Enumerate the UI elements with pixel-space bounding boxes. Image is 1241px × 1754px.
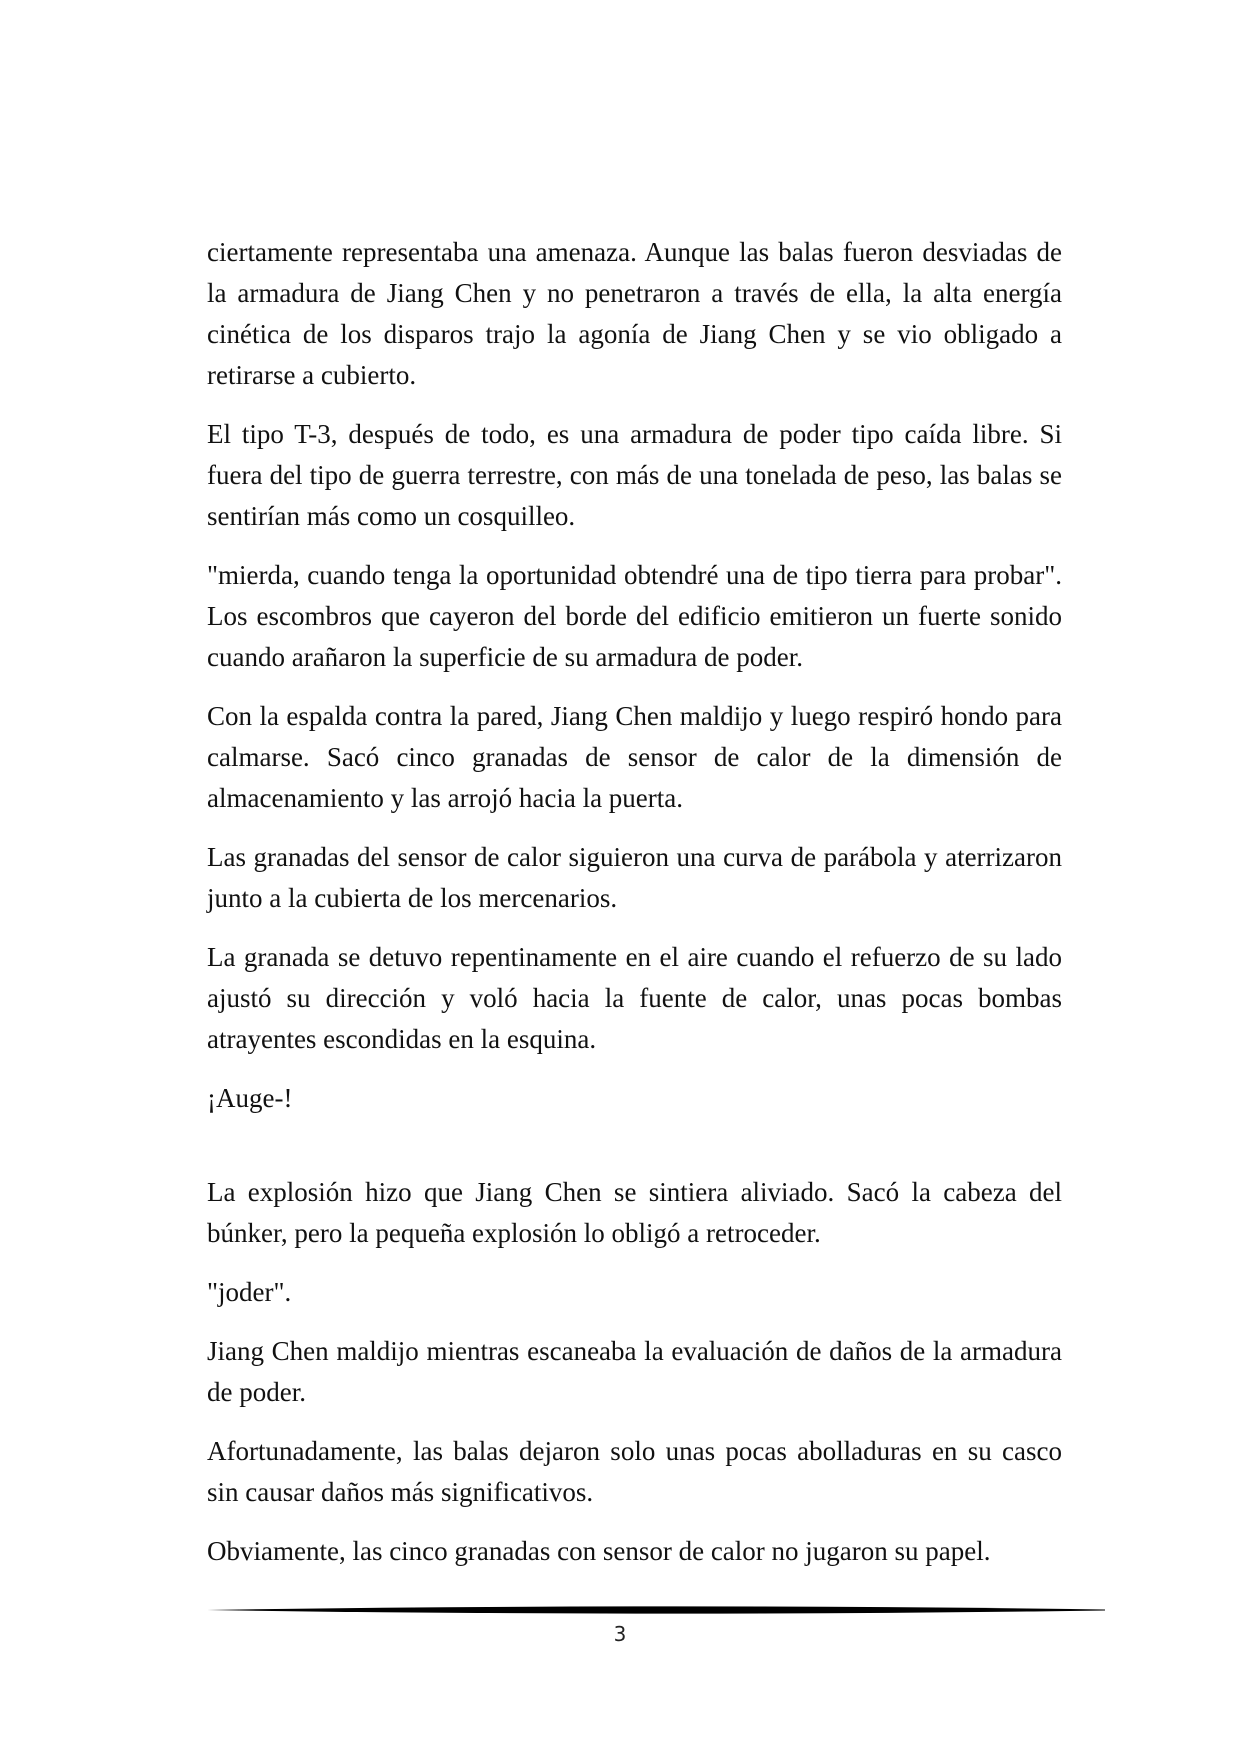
paragraph-6: La granada se detuvo repentinamente en el aire cuando el refuerzo de su lado ajustó su dirección y voló hacia la fuente de calor, unas pocas bombas atrayentes escondidas en la esquina. xyxy=(207,942,1062,1054)
paragraph-3: "mierda, cuando tenga la oportunidad obtendré una de tipo tierra para probar". Los escombros que cayeron del borde del edificio emitieron un fuerte sonido cuando arañaron la superficie de su armadura de poder. xyxy=(207,560,1062,672)
footer-rule xyxy=(207,1604,1105,1616)
paragraph-10: Jiang Chen maldijo mientras escaneaba la evaluación de daños de la armadura de poder. xyxy=(207,1336,1062,1407)
scene-break-space xyxy=(207,1137,1062,1172)
paragraph-1: ciertamente representaba una amenaza. Aunque las balas fueron desviadas de la armadura de Jiang Chen y no penetraron a través de ella, la alta energía cinética de los disparos trajo la agonía de Jiang Chen y se vio obligado a retirarse a cubierto. xyxy=(207,237,1062,390)
paragraph-9: "joder". xyxy=(207,1277,292,1307)
body-text xyxy=(207,232,1062,1590)
paragraph-5: Las granadas del sensor de calor siguieron una curva de parábola y aterrizaron junto a la cubierta de los mercenarios. xyxy=(207,842,1062,913)
paragraph-11: Afortunadamente, las balas dejaron solo unas pocas abolladuras en su casco sin causar daños más significativos. xyxy=(207,1436,1062,1507)
page-number: 3 xyxy=(613,1622,627,1646)
paragraph-8: La explosión hizo que Jiang Chen se sintiera aliviado. Sacó la cabeza del búnker, pero la pequeña explosión lo obligó a retroceder. xyxy=(207,1177,1062,1248)
paragraph-7: ¡Auge-! xyxy=(207,1083,293,1113)
footer-rule-shape xyxy=(207,1606,1105,1613)
paragraph-4: Con la espalda contra la pared, Jiang Chen maldijo y luego respiró hondo para calmarse. Sacó cinco granadas de sensor de calor de la dimensión de almacenamiento y las arrojó hacia la puerta. xyxy=(207,701,1062,813)
paragraph-2: El tipo T-3, después de todo, es una armadura de poder tipo caída libre. Si fuera del tipo de guerra terrestre, con más de una tonelada de peso, las balas se sentirían más como un cosquilleo. xyxy=(207,419,1062,531)
paragraph-12: Obviamente, las cinco granadas con sensor de calor no jugaron su papel. xyxy=(207,1536,991,1566)
